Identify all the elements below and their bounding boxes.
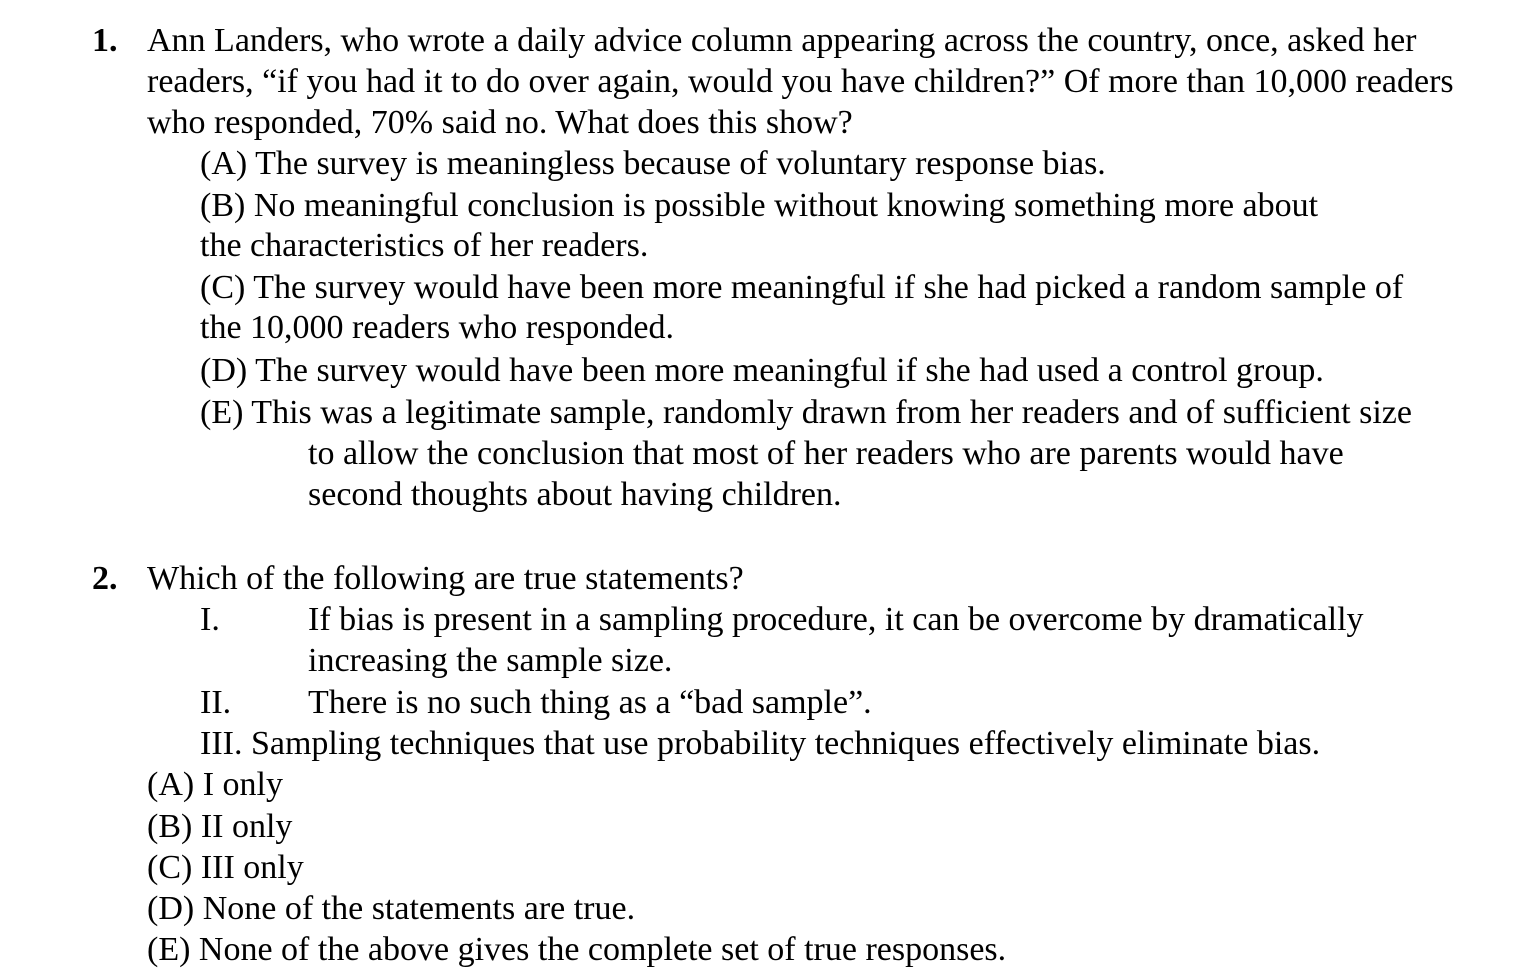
- question-2-stem: Which of the following are true statements?: [147, 560, 744, 597]
- question-1-option-a: (A) The survey is meaningless because of voluntary response bias.: [200, 145, 1106, 182]
- question-1-option-c-continued: the 10,000 readers who responded.: [200, 309, 674, 346]
- question-2-option-d: (D) None of the statements are true.: [147, 890, 636, 927]
- statement-1-line-1: If bias is present in a sampling procedure, it can be overcome by dramatically: [308, 601, 1364, 638]
- statement-2-line-1: There is no such thing as a “bad sample”.: [308, 684, 872, 721]
- question-1-option-e: (E) This was a legitimate sample, randomly drawn from her readers and of sufficient size: [200, 394, 1412, 431]
- question-1-stem-line-1: Ann Landers, who wrote a daily advice column appearing across the country, once, asked her: [147, 22, 1417, 59]
- question-2-number: 2.: [92, 560, 118, 597]
- statement-1-line-2: increasing the sample size.: [308, 642, 673, 679]
- question-1-option-e-continued-2: second thoughts about having children.: [308, 476, 842, 513]
- question-2-option-c: (C) III only: [147, 849, 304, 886]
- question-2-option-a: (A) I only: [147, 766, 283, 803]
- question-2-option-b: (B) II only: [147, 808, 293, 845]
- question-1-stem-line-2: readers, “if you had it to do over again, would you have children?” Of more than 10,000 readers: [147, 63, 1454, 100]
- statement-2-numeral: II.: [200, 684, 232, 721]
- question-1-number: 1.: [92, 22, 118, 59]
- statement-3-line-1: III. Sampling techniques that use probability techniques effectively eliminate bias.: [200, 725, 1321, 762]
- question-1-stem-line-3: who responded, 70% said no. What does this show?: [147, 104, 853, 141]
- question-1-option-d: (D) The survey would have been more meaningful if she had used a control group.: [200, 352, 1324, 389]
- question-1-option-b-continued: the characteristics of her readers.: [200, 227, 649, 264]
- question-1-option-e-continued-1: to allow the conclusion that most of her readers who are parents would have: [308, 435, 1344, 472]
- statement-1-numeral: I.: [200, 601, 220, 638]
- question-1-option-c: (C) The survey would have been more meaningful if she had picked a random sample of: [200, 269, 1404, 306]
- question-1-option-b: (B) No meaningful conclusion is possible without knowing something more about: [200, 187, 1319, 224]
- question-2-option-e: (E) None of the above gives the complete set of true responses.: [147, 931, 1007, 968]
